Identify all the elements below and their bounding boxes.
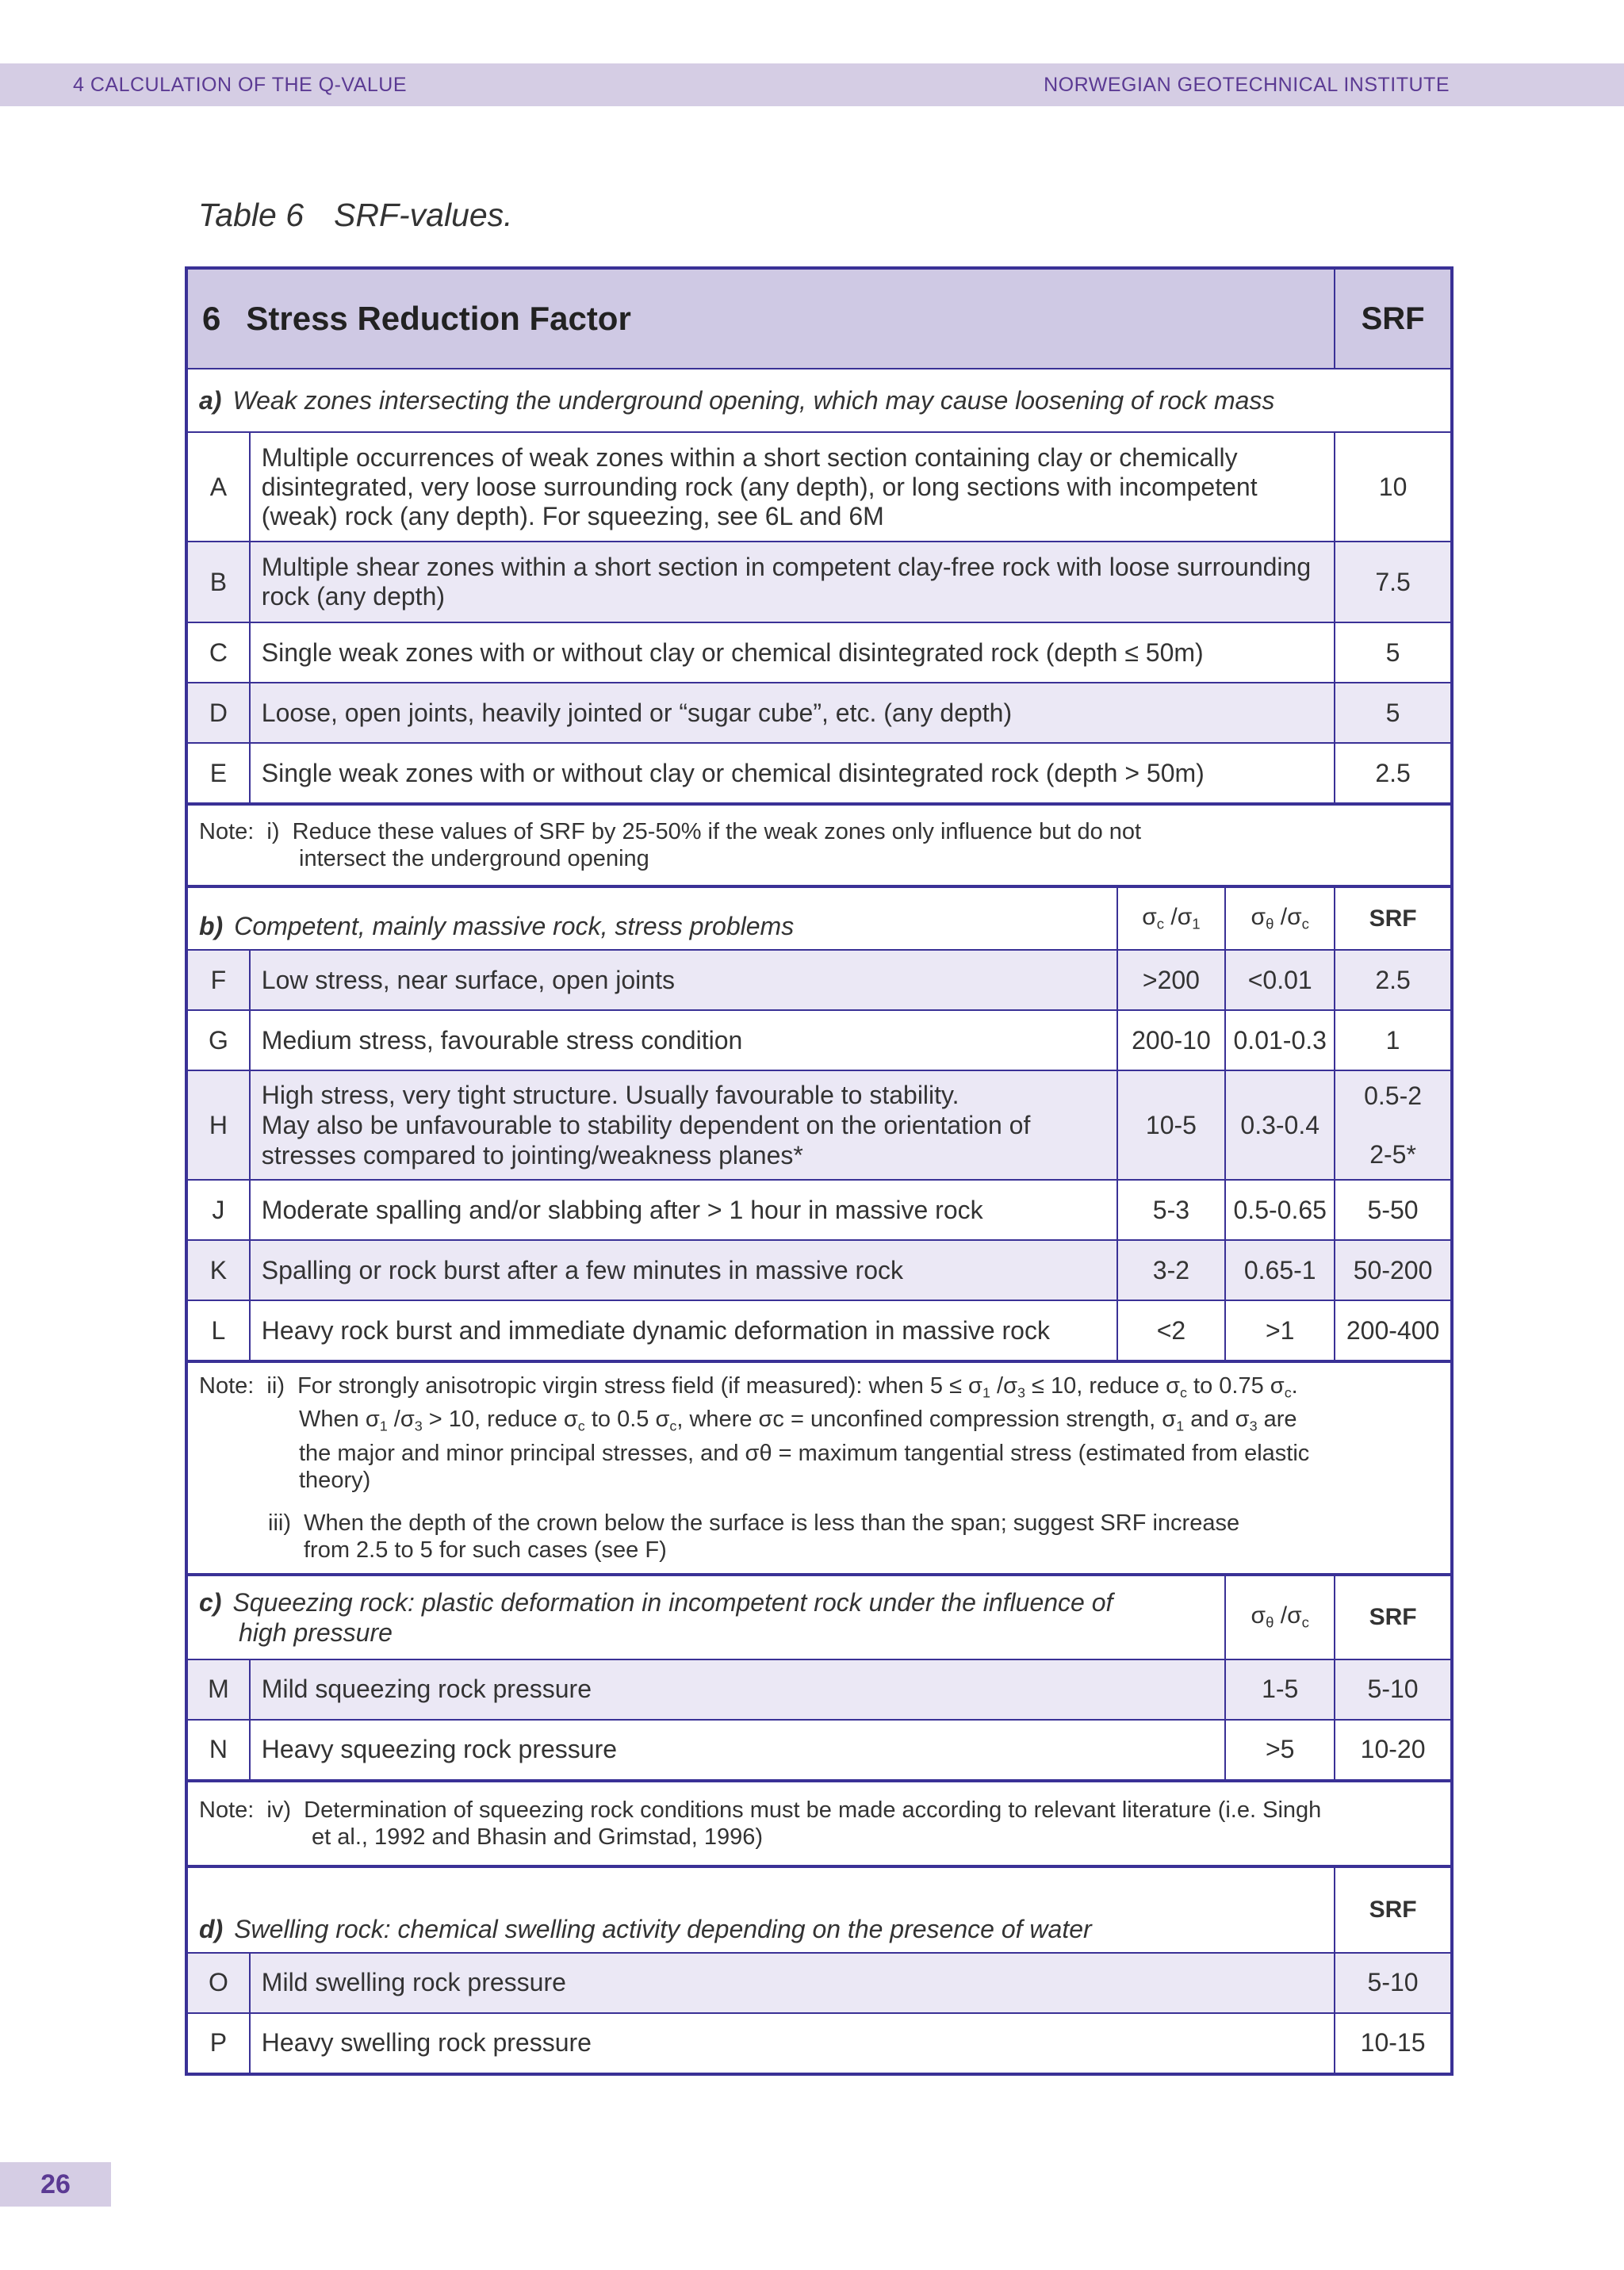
note-row: Note: ii) For strongly anisotropic virgin stress field (if measured): when $5 \le \sigma_1$ $/\sigma_3 \le 10$, reduce $\sigma_c$ to 0.75 $\sigma_c$. When $\sigma_1$ $/\sigma_3 > 10$, reduce $\sigma_c$ to 0.5 $\sigma_c$, where σc = unconfined compression strength, $\sigma_1$ and $\sigma_3$ are the major and minor principal stresses, and σθ = maximum tangential stress (estimated from elastic theory) iii) When the depth of the crown below the surface is less than the span; suggest SRF increase from 2.5 to 5 for such cases (see F) (186, 1361, 1452, 1575)
table-row: N Heavy squeezing rock pressure >5 10-20 (186, 1720, 1452, 1781)
page-number: 26 (0, 2162, 111, 2207)
table-title: 6 Stress Reduction Factor (186, 268, 1335, 369)
table-title-row (186, 268, 1452, 369)
srf-table (185, 266, 1454, 2076)
table-row: H High stress, very tight structure. Usually favourable to stability. May also be unfavourable to stability dependent on the orientation of stresses compared to jointing/weakness planes* 10-5 0.3-0.4 0.5-2 2-5* (186, 1070, 1452, 1180)
note-row: Note: i) Reduce these values of SRF by 25-50% if the weak zones only influence but do not intersect the underground opening (186, 804, 1452, 886)
table-row: M Mild squeezing rock pressure 1-5 5-10 (186, 1659, 1452, 1720)
table-row: B Multiple shear zones within a short section in competent clay-free rock with loose surrounding rock (any depth) 7.5 (186, 542, 1452, 622)
table-row: A Multiple occurrences of weak zones within a short section containing clay or chemically disintegrated, very loose surrounding rock (any depth), or long sections with incompetent (weak) rock (any depth). For squeezing, see 6L and 6M 10 (186, 432, 1452, 542)
caption-text: SRF-values. (334, 197, 513, 233)
table-row: K Spalling or rock burst after a few minutes in massive rock 3-2 0.65-1 50-200 (186, 1240, 1452, 1300)
table-row: P Heavy swelling rock pressure 10-15 (186, 2013, 1452, 2074)
section-c-header: c) Squeezing rock: plastic deformation in incompetent rock under the influence of high pressure $\sigma_\theta$ $/\sigma_c$ SRF (186, 1575, 1452, 1659)
section-a-header: a) Weak zones intersecting the underground opening, which may cause loosening of rock mass (186, 369, 1452, 432)
chapter-title: 4 CALCULATION OF THE Q-VALUE (73, 74, 408, 96)
table-row: D Loose, open joints, heavily jointed or “sugar cube”, etc. (any depth) 5 (186, 683, 1452, 743)
caption-number: Table 6 (198, 197, 304, 233)
running-header (0, 63, 1624, 106)
table-row: J Moderate spalling and/or slabbing after > 1 hour in massive rock 5-3 0.5-0.65 5-50 (186, 1180, 1452, 1240)
note-row: Note: iv) Determination of squeezing rock conditions must be made according to relevant literature (i.e. Singh et al., 1992 and Bhasin and Grimstad, 1996) (186, 1781, 1452, 1866)
srf-column-header: SRF (1335, 1575, 1452, 1659)
srf-column-header: SRF (1335, 268, 1452, 369)
sigma-theta-sigma-c-header: $\sigma_\theta$ $/\sigma_c$ (1225, 1575, 1335, 1659)
table-row: F Low stress, near surface, open joints >200 <0.01 2.5 (186, 950, 1452, 1010)
table-row: G Medium stress, favourable stress condition 200-10 0.01-0.3 1 (186, 1010, 1452, 1070)
table-row: O Mild swelling rock pressure 5-10 (186, 1953, 1452, 2013)
table-caption (198, 197, 513, 234)
table-row: C Single weak zones with or without clay or chemical disintegrated rock (depth ≤ 50m) 5 (186, 622, 1452, 683)
table-row: E Single weak zones with or without clay or chemical disintegrated rock (depth > 50m) 2.5 (186, 743, 1452, 804)
section-d-header: d) Swelling rock: chemical swelling activity depending on the presence of water SRF (186, 1866, 1452, 1953)
sigma-theta-sigma-c-header: $\sigma_\theta$ $/\sigma_c$ (1225, 886, 1335, 950)
table-row: L Heavy rock burst and immediate dynamic deformation in massive rock <2 >1 200-400 (186, 1300, 1452, 1361)
srf-column-header: SRF (1335, 886, 1452, 950)
publisher-name: NORWEGIAN GEOTECHNICAL INSTITUTE (1044, 74, 1450, 96)
section-b-header: b) Competent, mainly massive rock, stress problems $\sigma_c$ $/\sigma_1$ $\sigma_\theta$ $/\sigma_c$ SRF (186, 886, 1452, 950)
srf-column-header: SRF (1335, 1866, 1452, 1953)
sigma-c-sigma-1-header: $\sigma_c$ $/\sigma_1$ (1117, 886, 1226, 950)
